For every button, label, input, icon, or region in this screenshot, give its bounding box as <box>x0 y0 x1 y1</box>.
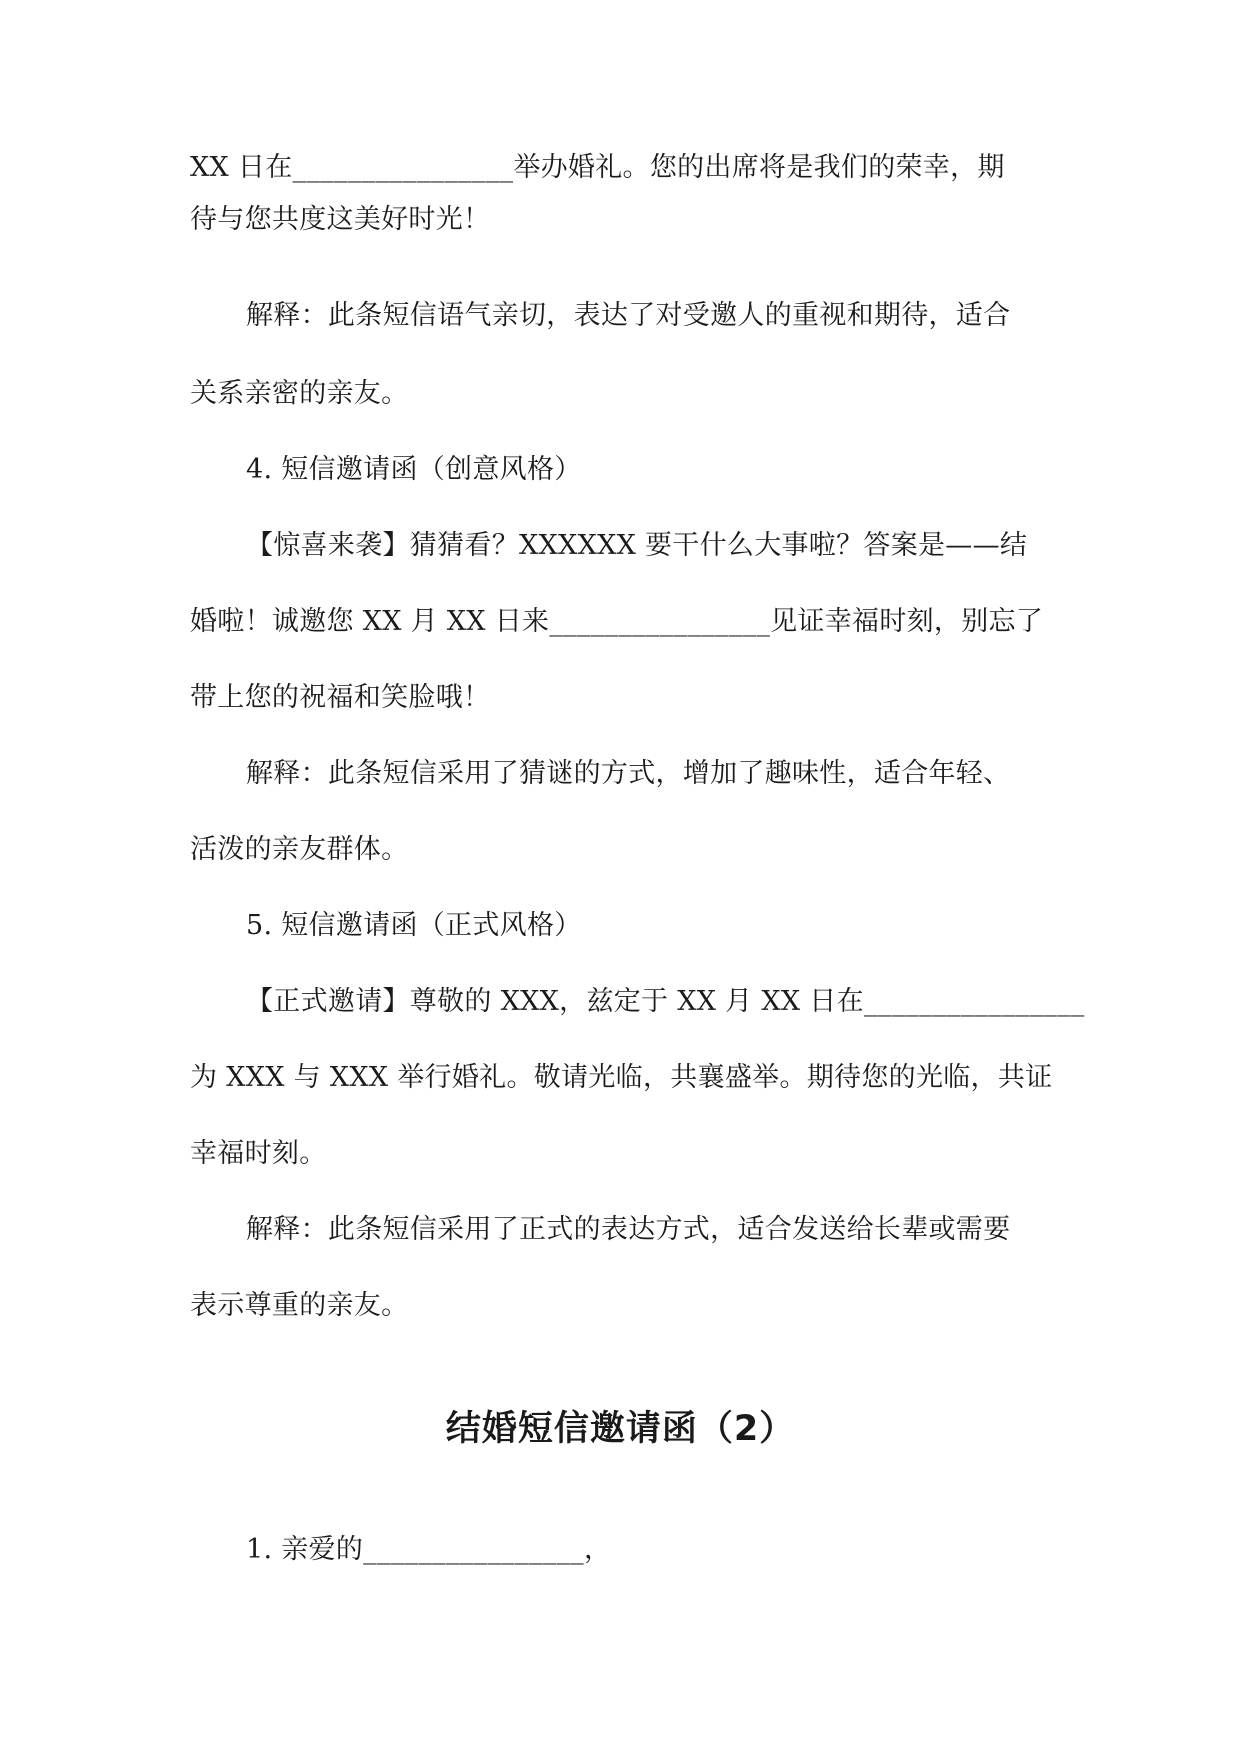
paragraph-line: 为 XXX 与 XXX 举行婚礼。敬请光临，共襄盛举。期待您的光临，共证 <box>190 1062 1053 1093</box>
paragraph-line: 【正式邀请】尊敬的 XXX，兹定于 XX 月 XX 日在________________ <box>246 986 1085 1017</box>
paragraph-line: XX 日在________________举办婚礼。您的出席将是我们的荣幸，期 <box>190 152 1005 183</box>
list-item-heading: 1. 亲爱的________________， <box>246 1534 612 1565</box>
explanation-line: 表示尊重的亲友。 <box>190 1290 409 1321</box>
explanation-line: 解释：此条短信采用了正式的表达方式，适合发送给长辈或需要 <box>246 1214 1011 1245</box>
explanation-line: 解释：此条短信采用了猜谜的方式，增加了趣味性，适合年轻、 <box>246 758 1011 789</box>
paragraph-line: 幸福时刻。 <box>190 1138 327 1169</box>
paragraph-line: 带上您的祝福和笑脸哦！ <box>190 682 491 713</box>
paragraph-line: 【惊喜来袭】猜猜看？XXXXXX 要干什么大事啦？答案是——结 <box>246 530 1028 561</box>
list-item-heading: 5. 短信邀请函（正式风格） <box>246 910 582 941</box>
explanation-line: 活泼的亲友群体。 <box>190 834 409 865</box>
explanation-line: 关系亲密的亲友。 <box>190 378 409 409</box>
explanation-line: 解释：此条短信语气亲切，表达了对受邀人的重视和期待，适合 <box>246 300 1011 331</box>
section-title: 结婚短信邀请函（2） <box>445 1409 796 1449</box>
list-item-heading: 4. 短信邀请函（创意风格） <box>246 454 582 485</box>
paragraph-line: 待与您共度这美好时光！ <box>190 204 491 235</box>
paragraph-line: 婚啦！诚邀您 XX 月 XX 日来________________见证幸福时刻，别忘了 <box>190 606 1044 637</box>
